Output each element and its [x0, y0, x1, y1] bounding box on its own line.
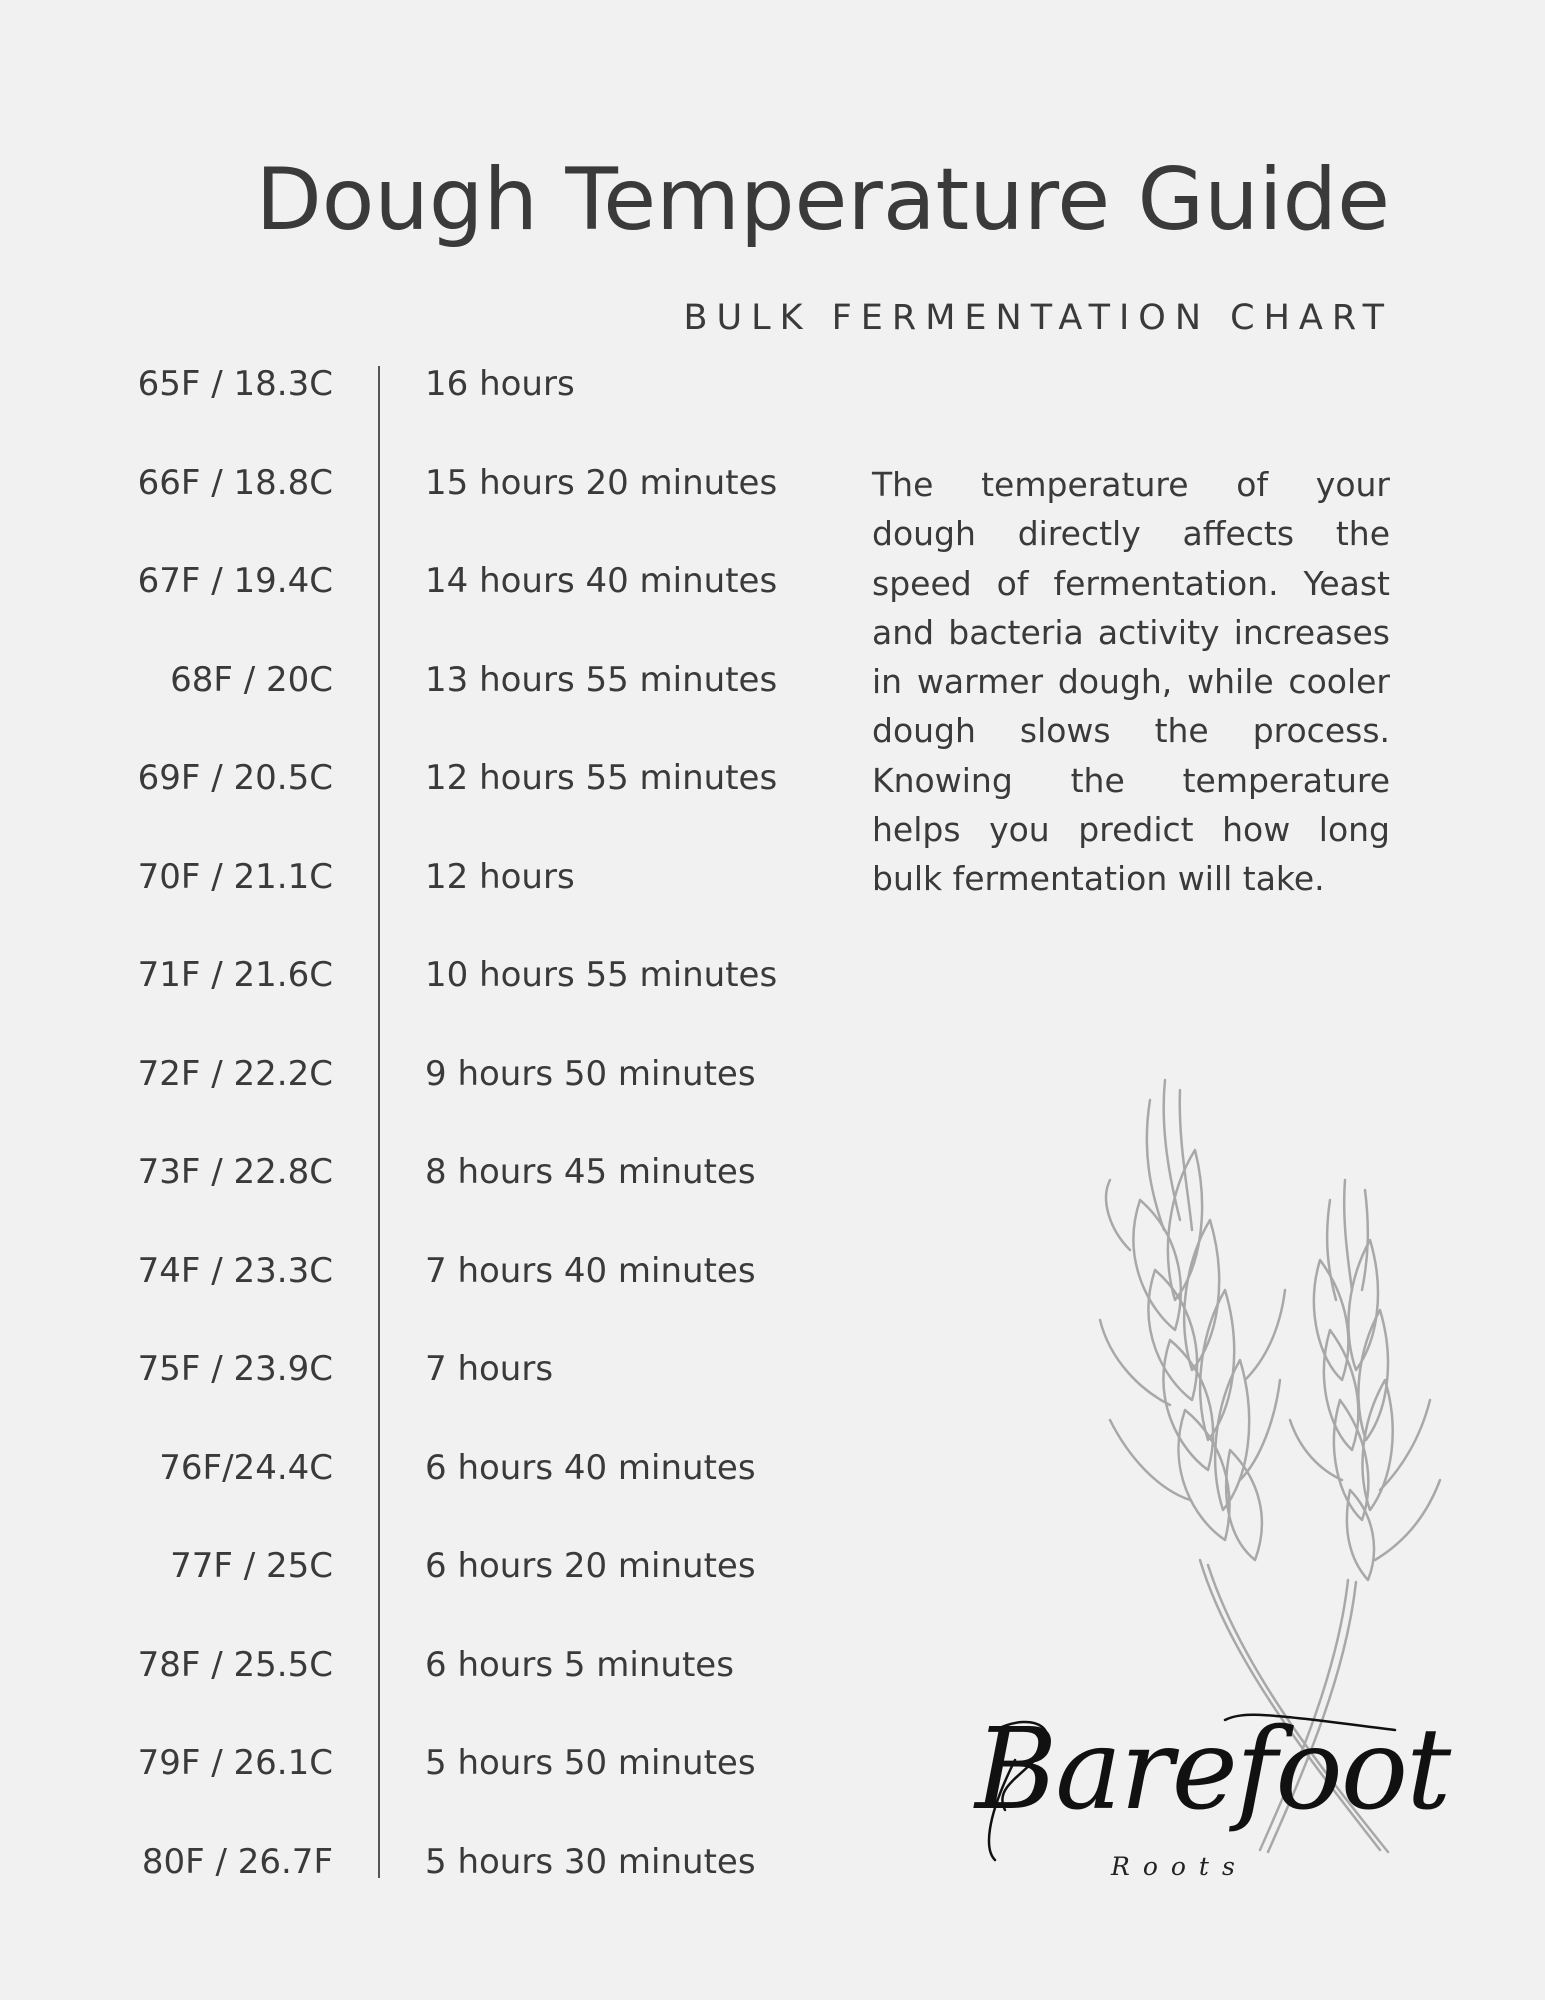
temperature-cell: 79F / 26.1C	[137, 1743, 333, 1783]
fermentation-table	[0, 358, 840, 1934]
fermentation-time-cell: 12 hours	[425, 856, 575, 897]
temperature-cell: 65F / 18.3C	[137, 364, 333, 404]
temperature-cell: 75F / 23.9C	[137, 1349, 333, 1389]
fermentation-time-cell: 5 hours 30 minutes	[425, 1841, 756, 1882]
fermentation-time-cell: 13 hours 55 minutes	[425, 659, 778, 700]
table-row	[0, 1048, 840, 1147]
page-subtitle: BULK FERMENTATION CHART	[683, 298, 1393, 338]
fermentation-time-cell: 6 hours 5 minutes	[425, 1644, 734, 1685]
temperature-cell: 78F / 25.5C	[137, 1644, 333, 1685]
fermentation-time-cell: 8 hours 45 minutes	[425, 1152, 756, 1192]
table-row	[0, 555, 840, 654]
temperature-cell: 67F / 19.4C	[137, 561, 333, 601]
temperature-cell: 72F / 22.2C	[137, 1053, 333, 1094]
fermentation-time-cell: 5 hours 50 minutes	[425, 1743, 756, 1783]
fermentation-time-cell: 16 hours	[425, 364, 575, 404]
table-row	[0, 851, 840, 950]
table-row	[0, 1343, 840, 1442]
brand-name: Barefoot	[975, 1705, 1450, 1835]
table-row	[0, 457, 840, 556]
fermentation-time-cell: 7 hours	[425, 1349, 554, 1389]
temperature-cell: 69F / 20.5C	[137, 758, 333, 798]
fermentation-time-cell: 15 hours 20 minutes	[425, 462, 778, 503]
fermentation-time-cell: 7 hours 40 minutes	[425, 1250, 756, 1291]
temperature-cell: 74F / 23.3C	[137, 1250, 333, 1291]
table-row	[0, 1836, 840, 1935]
temperature-cell: 68F / 20C	[170, 659, 333, 700]
table-row	[0, 1737, 840, 1836]
fermentation-time-cell: 6 hours 20 minutes	[425, 1546, 756, 1586]
temperature-cell: 80F / 26.7F	[141, 1841, 333, 1882]
fermentation-time-cell: 6 hours 40 minutes	[425, 1447, 756, 1488]
temperature-cell: 70F / 21.1C	[137, 856, 333, 897]
temperature-cell: 77F / 25C	[170, 1546, 333, 1586]
fermentation-time-cell: 14 hours 40 minutes	[425, 561, 778, 601]
table-row	[0, 1146, 840, 1245]
table-row	[0, 358, 840, 457]
table-row	[0, 752, 840, 851]
page-title: Dough Temperature Guide	[255, 150, 1390, 250]
temperature-cell: 76F/24.4C	[159, 1447, 333, 1488]
fermentation-time-cell: 9 hours 50 minutes	[425, 1053, 756, 1094]
brand-logo	[975, 1700, 1450, 1890]
description-paragraph: The temperature of your dough directly affects the speed of fermentation. Yeast and bacteria activity increases in warmer dough, while cooler dough slows the process. Knowing the temperature helps you predict how long bulk fermentation will take.	[872, 465, 1390, 899]
fermentation-time-cell: 12 hours 55 minutes	[425, 758, 778, 798]
table-row	[0, 1540, 840, 1639]
table-row	[0, 1245, 840, 1344]
table-row	[0, 1442, 840, 1541]
temperature-cell: 73F / 22.8C	[137, 1152, 333, 1192]
table-row	[0, 654, 840, 753]
fermentation-time-cell: 10 hours 55 minutes	[425, 955, 778, 995]
temperature-cell: 66F / 18.8C	[137, 462, 333, 503]
brand-subtitle: Roots	[1111, 1852, 1248, 1881]
table-row	[0, 949, 840, 1048]
table-row	[0, 1639, 840, 1738]
temperature-cell: 71F / 21.6C	[137, 955, 333, 995]
